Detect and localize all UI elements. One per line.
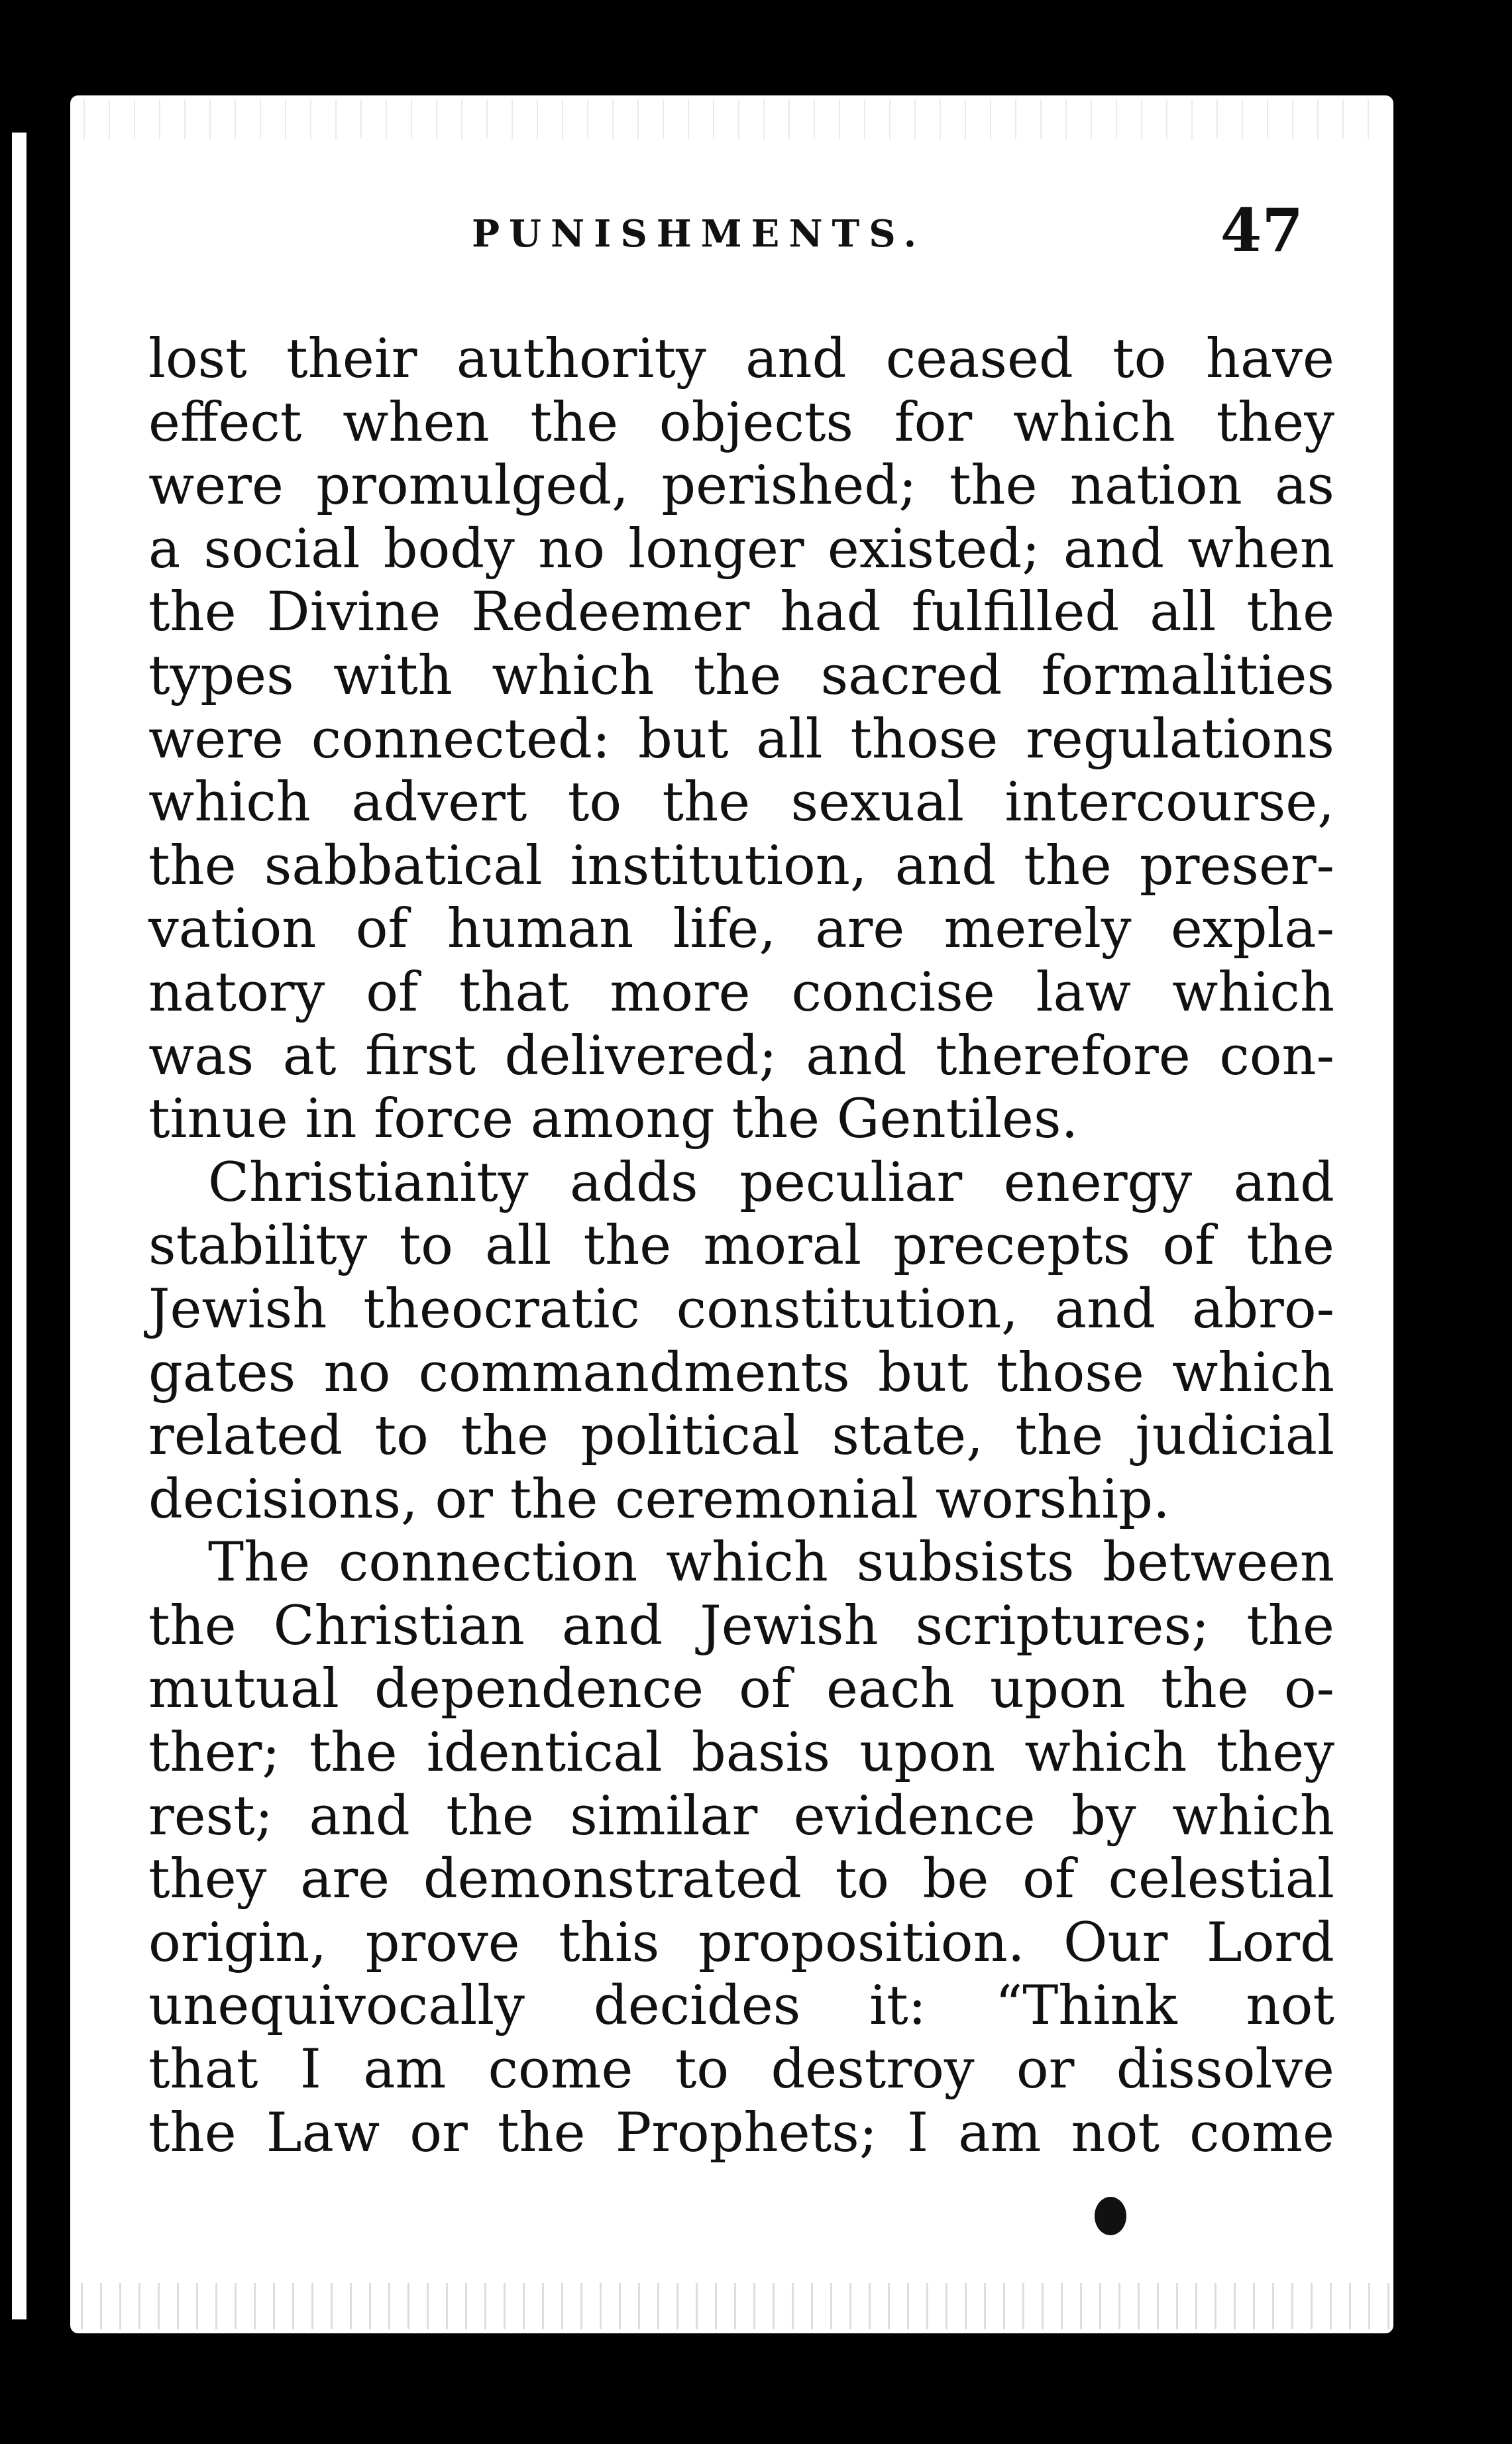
text-line: vation of human life, are merely expla- [148,898,1334,961]
body-text [148,328,1334,2165]
text-line: decisions, or the ceremonial worship. [148,1468,1170,1531]
text-line: effect when the objects for which they [148,391,1334,454]
text-line: unequivocally decides it: “Think not [148,1975,1334,2038]
ink-blot [1095,2197,1126,2235]
text-line: natory of that more concise law which [148,961,1334,1024]
book-page [74,99,1389,2329]
text-line: which advert to the sexual intercourse, [148,771,1334,834]
text-line: origin, prove this proposition. Our Lord [148,1911,1334,1974]
text-line: were connected: but all those regulations [148,708,1334,771]
text-line: types with which the sacred formalities [148,644,1334,707]
text-line: the Divine Redeemer had fulfilled all the [148,581,1334,644]
text-line: the sabbatical institution, and the preser- [148,834,1334,897]
running-head: PUNISHMENTS. [472,212,926,256]
text-line: related to the political state, the judicial [148,1405,1334,1468]
text-line: Jewish theocratic constitution, and abro- [148,1278,1334,1341]
text-line: lost their authority and ceased to have [148,328,1334,390]
text-line: were promulged, perished; the nation as [148,455,1334,518]
text-line: that I am come to destroy or dissolve [148,2038,1334,2101]
text-line: ther; the identical basis upon which they [148,1722,1334,1785]
text-line: mutual dependence of each upon the o- [148,1658,1334,1721]
text-line: The connection which subsists between [208,1531,1334,1594]
scan-edge-artifact [12,133,27,2319]
text-line: Christianity adds peculiar energy and [208,1151,1334,1214]
text-line: they are demonstrated to be of celestial [148,1848,1334,1911]
text-line: gates no commandments but those which [148,1341,1334,1404]
page-number: 47 [1220,195,1303,266]
text-line: the Law or the Prophets; I am not come [148,2101,1334,2164]
text-line: rest; and the similar evidence by which [148,1785,1334,1848]
text-line: stability to all the moral precepts of the [148,1215,1334,1278]
text-line: tinue in force among the Gentiles. [148,1088,1079,1151]
text-line: the Christian and Jewish scriptures; the [148,1594,1334,1657]
text-line: was at first delivered; and therefore con- [148,1025,1334,1087]
text-line: a social body no longer existed; and when [148,518,1334,581]
